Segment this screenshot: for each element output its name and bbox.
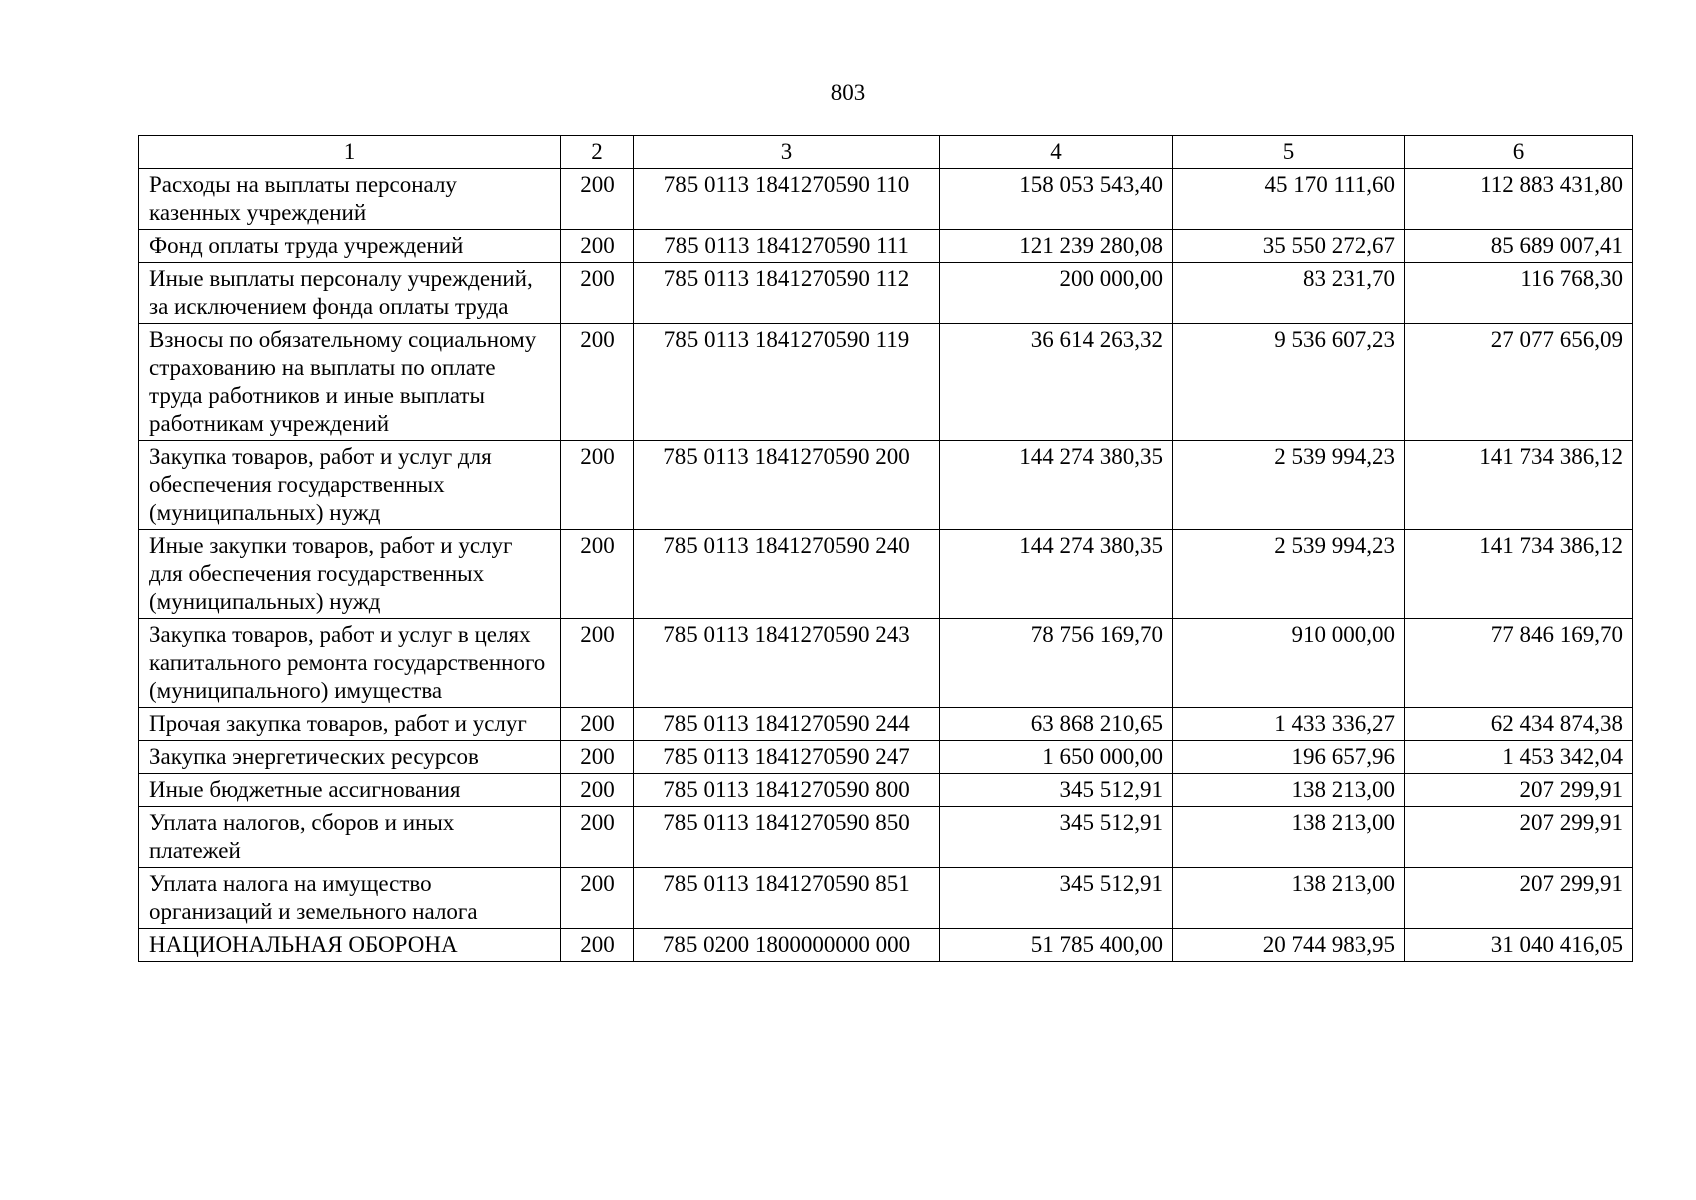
line-code: 200 [561, 708, 634, 741]
column-header-1: 1 [139, 136, 561, 169]
line-item-name: Иные закупки товаров, работ и услуг для обеспечения государственных (муниципальных) нужд [139, 530, 561, 619]
amount-column-4: 200 000,00 [940, 263, 1173, 324]
line-code: 200 [561, 530, 634, 619]
amount-column-6: 62 434 874,38 [1405, 708, 1633, 741]
line-item-name: НАЦИОНАЛЬНАЯ ОБОРОНА [139, 929, 561, 962]
amount-column-5: 910 000,00 [1173, 619, 1405, 708]
table-row [139, 774, 1633, 807]
amount-column-4: 1 650 000,00 [940, 741, 1173, 774]
amount-column-5: 138 213,00 [1173, 807, 1405, 868]
table-row [139, 441, 1633, 530]
line-code: 200 [561, 263, 634, 324]
line-code: 200 [561, 774, 634, 807]
budget-classification-code: 785 0113 1841270590 851 [634, 868, 940, 929]
amount-column-4: 345 512,91 [940, 774, 1173, 807]
line-code: 200 [561, 619, 634, 708]
line-code: 200 [561, 169, 634, 230]
table-row [139, 868, 1633, 929]
line-item-name: Прочая закупка товаров, работ и услуг [139, 708, 561, 741]
column-header-6: 6 [1405, 136, 1633, 169]
table-row [139, 324, 1633, 441]
column-header-3: 3 [634, 136, 940, 169]
budget-classification-code: 785 0113 1841270590 200 [634, 441, 940, 530]
table-row [139, 530, 1633, 619]
line-item-name: Расходы на выплаты персоналу казенных учреждений [139, 169, 561, 230]
line-item-name: Уплата налогов, сборов и иных платежей [139, 807, 561, 868]
amount-column-6: 116 768,30 [1405, 263, 1633, 324]
line-code: 200 [561, 324, 634, 441]
line-item-name: Взносы по обязательному социальному страхованию на выплаты по оплате труда работников и иные выплаты работникам учреждений [139, 324, 561, 441]
table-row [139, 741, 1633, 774]
amount-column-5: 138 213,00 [1173, 774, 1405, 807]
amount-column-5: 45 170 111,60 [1173, 169, 1405, 230]
budget-classification-code: 785 0113 1841270590 240 [634, 530, 940, 619]
amount-column-4: 121 239 280,08 [940, 230, 1173, 263]
amount-column-6: 27 077 656,09 [1405, 324, 1633, 441]
amount-column-6: 85 689 007,41 [1405, 230, 1633, 263]
budget-classification-code: 785 0113 1841270590 850 [634, 807, 940, 868]
line-item-name: Закупка товаров, работ и услуг в целях капитального ремонта государственного (муниципального) имущества [139, 619, 561, 708]
amount-column-5: 2 539 994,23 [1173, 441, 1405, 530]
amount-column-4: 345 512,91 [940, 807, 1173, 868]
budget-classification-code: 785 0113 1841270590 111 [634, 230, 940, 263]
budget-classification-code: 785 0113 1841270590 112 [634, 263, 940, 324]
budget-classification-code: 785 0200 1800000000 000 [634, 929, 940, 962]
budget-classification-code: 785 0113 1841270590 247 [634, 741, 940, 774]
amount-column-4: 51 785 400,00 [940, 929, 1173, 962]
amount-column-4: 63 868 210,65 [940, 708, 1173, 741]
amount-column-6: 77 846 169,70 [1405, 619, 1633, 708]
amount-column-5: 83 231,70 [1173, 263, 1405, 324]
amount-column-6: 207 299,91 [1405, 868, 1633, 929]
amount-column-6: 207 299,91 [1405, 807, 1633, 868]
amount-column-4: 36 614 263,32 [940, 324, 1173, 441]
line-item-name: Иные выплаты персоналу учреждений, за исключением фонда оплаты труда [139, 263, 561, 324]
line-item-name: Фонд оплаты труда учреждений [139, 230, 561, 263]
table-row [139, 263, 1633, 324]
budget-table [138, 135, 1633, 962]
line-code: 200 [561, 230, 634, 263]
column-header-5: 5 [1173, 136, 1405, 169]
table-row [139, 708, 1633, 741]
budget-classification-code: 785 0113 1841270590 119 [634, 324, 940, 441]
line-item-name: Закупка товаров, работ и услуг для обеспечения государственных (муниципальных) нужд [139, 441, 561, 530]
table-row [139, 807, 1633, 868]
table-row [139, 169, 1633, 230]
amount-column-5: 138 213,00 [1173, 868, 1405, 929]
amount-column-4: 78 756 169,70 [940, 619, 1173, 708]
line-code: 200 [561, 929, 634, 962]
page-number: 803 [830, 80, 866, 105]
budget-classification-code: 785 0113 1841270590 243 [634, 619, 940, 708]
table-row [139, 929, 1633, 962]
table-row [139, 230, 1633, 263]
line-item-name: Уплата налога на имущество организаций и земельного налога [139, 868, 561, 929]
amount-column-4: 144 274 380,35 [940, 441, 1173, 530]
amount-column-6: 31 040 416,05 [1405, 929, 1633, 962]
budget-classification-code: 785 0113 1841270590 244 [634, 708, 940, 741]
budget-classification-code: 785 0113 1841270590 800 [634, 774, 940, 807]
table-row [139, 619, 1633, 708]
amount-column-5: 2 539 994,23 [1173, 530, 1405, 619]
amount-column-6: 141 734 386,12 [1405, 441, 1633, 530]
line-code: 200 [561, 441, 634, 530]
amount-column-6: 1 453 342,04 [1405, 741, 1633, 774]
amount-column-4: 345 512,91 [940, 868, 1173, 929]
column-header-4: 4 [940, 136, 1173, 169]
budget-classification-code: 785 0113 1841270590 110 [634, 169, 940, 230]
amount-column-6: 207 299,91 [1405, 774, 1633, 807]
amount-column-6: 141 734 386,12 [1405, 530, 1633, 619]
column-header-2: 2 [561, 136, 634, 169]
amount-column-5: 9 536 607,23 [1173, 324, 1405, 441]
table-body [139, 169, 1633, 962]
amount-column-4: 144 274 380,35 [940, 530, 1173, 619]
line-item-name: Закупка энергетических ресурсов [139, 741, 561, 774]
line-code: 200 [561, 868, 634, 929]
amount-column-5: 35 550 272,67 [1173, 230, 1405, 263]
table-header-row [139, 136, 1633, 169]
line-code: 200 [561, 741, 634, 774]
amount-column-5: 1 433 336,27 [1173, 708, 1405, 741]
amount-column-5: 20 744 983,95 [1173, 929, 1405, 962]
line-code: 200 [561, 807, 634, 868]
amount-column-6: 112 883 431,80 [1405, 169, 1633, 230]
amount-column-5: 196 657,96 [1173, 741, 1405, 774]
amount-column-4: 158 053 543,40 [940, 169, 1173, 230]
line-item-name: Иные бюджетные ассигнования [139, 774, 561, 807]
